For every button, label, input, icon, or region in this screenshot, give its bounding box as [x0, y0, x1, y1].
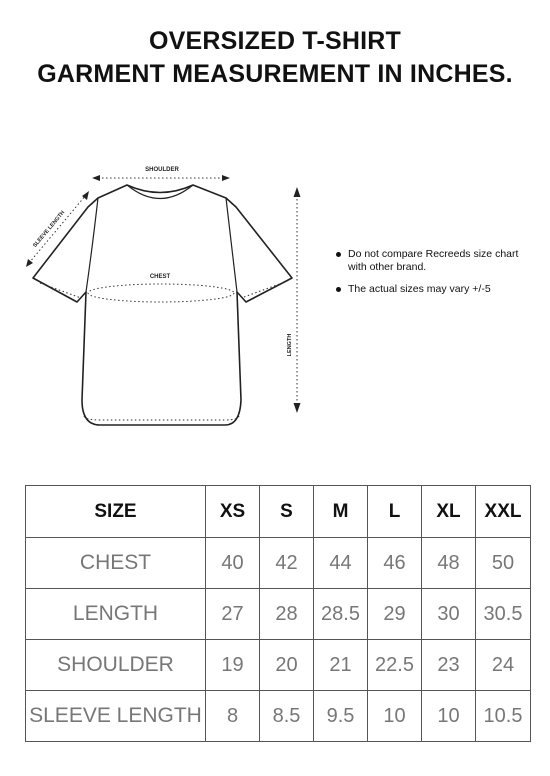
table-row-shoulder [26, 640, 531, 691]
table-cell: 28 [260, 589, 314, 640]
table-header-row [26, 486, 531, 538]
table-row-chest [26, 538, 531, 589]
table-cell: 50 [476, 538, 531, 589]
table-header-xs: XS [206, 486, 260, 538]
notes-list [336, 248, 536, 305]
bullet-icon [336, 287, 341, 292]
table-cell: 40 [206, 538, 260, 589]
sleeve-length-label: SLEEVE LENGTH [32, 209, 67, 249]
table-cell: 8.5 [260, 691, 314, 742]
table-cell: 8 [206, 691, 260, 742]
table-header-xxl: XXL [476, 486, 531, 538]
length-label: LENGTH [287, 333, 293, 357]
table-header-s: S [260, 486, 314, 538]
table-cell: 20 [260, 640, 314, 691]
table-cell: 30 [422, 589, 476, 640]
table-cell: 48 [422, 538, 476, 589]
shoulder-label: SHOULDER [145, 167, 179, 173]
table-cell: 24 [476, 640, 531, 691]
table-cell: 27 [206, 589, 260, 640]
table-row-sleeve-length [26, 691, 531, 742]
row-label: SHOULDER [26, 640, 206, 691]
note-text: Do not compare Recreeds size chart with other brand. [348, 248, 519, 273]
tshirt-outline [33, 185, 292, 425]
table-header-m: M [314, 486, 368, 538]
table-cell: 19 [206, 640, 260, 691]
row-label: LENGTH [26, 589, 206, 640]
row-label: CHEST [26, 538, 206, 589]
table-cell: 46 [368, 538, 422, 589]
shoulder-arrowhead-left [92, 175, 100, 181]
table-cell: 10 [368, 691, 422, 742]
table-row-length [26, 589, 531, 640]
table-cell: 10 [422, 691, 476, 742]
table-header-size: SIZE [26, 486, 206, 538]
table-cell: 44 [314, 538, 368, 589]
length-arrowhead-bottom [294, 403, 301, 413]
size-chart-table [25, 485, 531, 742]
table-cell: 21 [314, 640, 368, 691]
note-text: The actual sizes may vary +/-5 [348, 283, 491, 295]
page-title: OVERSIZED T-SHIRT [148, 27, 402, 55]
table-header-xl: XL [422, 486, 476, 538]
table-cell: 22.5 [368, 640, 422, 691]
table-cell: 42 [260, 538, 314, 589]
shoulder-arrowhead-right [222, 175, 230, 181]
page-subtitle: GARMENT MEASUREMENT IN INCHES. [37, 60, 513, 88]
row-label: SLEEVE LENGTH [26, 691, 206, 742]
table-cell: 23 [422, 640, 476, 691]
table-cell: 29 [368, 589, 422, 640]
length-arrowhead-top [294, 187, 301, 197]
table-cell: 30.5 [476, 589, 531, 640]
table-cell: 10.5 [476, 691, 531, 742]
table-cell: 28.5 [314, 589, 368, 640]
note-item [336, 248, 536, 274]
chest-label: CHEST [149, 274, 171, 280]
table-header-l: L [368, 486, 422, 538]
bullet-icon [336, 252, 341, 257]
table-cell: 9.5 [314, 691, 368, 742]
note-item [336, 283, 536, 296]
